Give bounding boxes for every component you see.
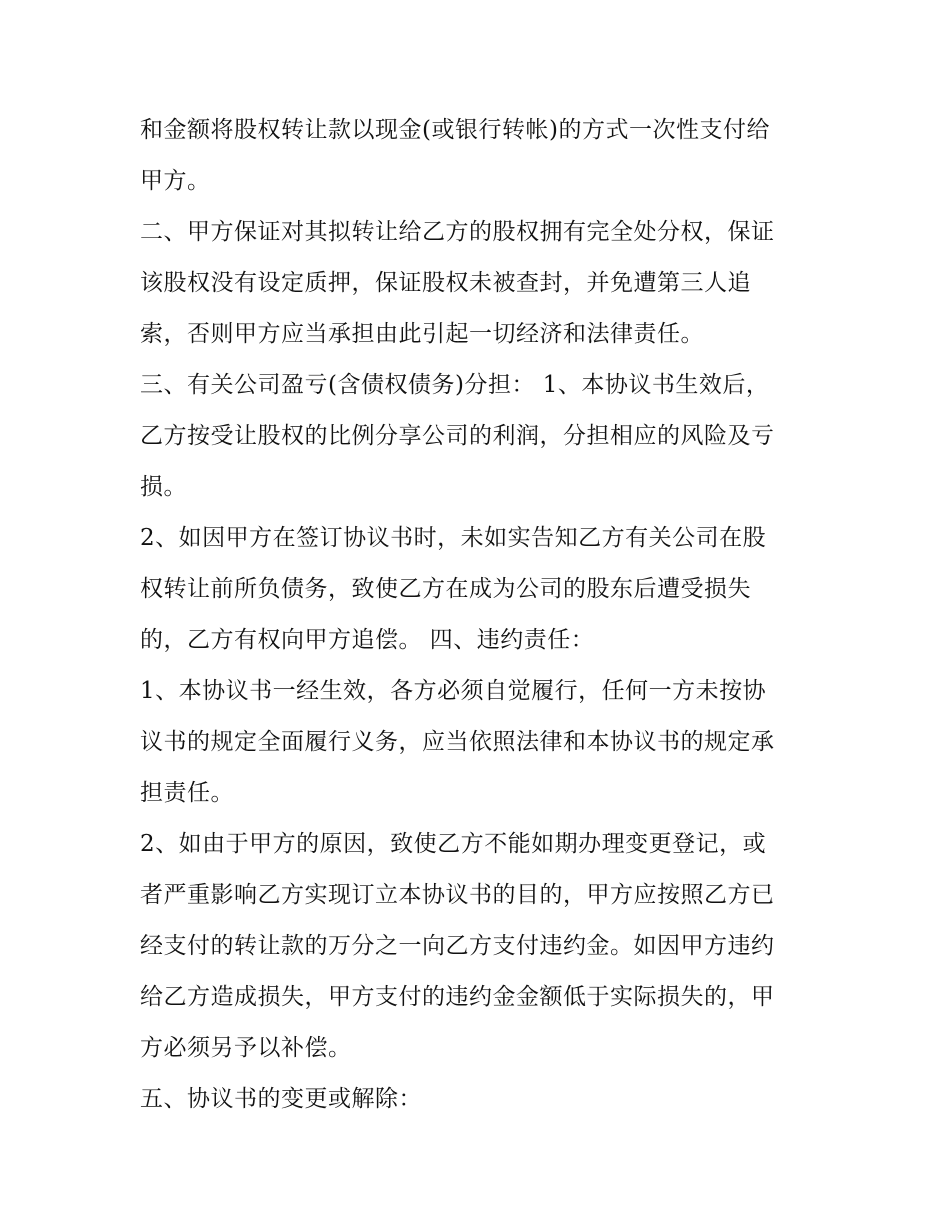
text-line: 方必须另予以补偿。 (140, 1035, 352, 1061)
text-line: 和金额将股权转让款以现金(或银行转帐)的方式一次性支付给 (140, 117, 770, 143)
text-line: 议书的规定全面履行义务，应当依照法律和本协议书的规定承 (140, 729, 775, 755)
text-line: 权转让前所负债务，致使乙方在成为公司的股东后遭受损失 (140, 576, 751, 602)
text-line: 担责任。 (140, 780, 234, 806)
text-line: 的，乙方有权向甲方追偿。 四、违约责任： (140, 627, 595, 653)
text-line: 损。 (140, 474, 187, 500)
text-line: 甲方。 (140, 168, 211, 194)
text-line: 2、如因甲方在签订协议书时，未如实告知乙方有关公司在股 (140, 525, 767, 551)
text-line: 五、协议书的变更或解除： (140, 1086, 422, 1112)
text-line: 2、如由于甲方的原因，致使乙方不能如期办理变更登记，或 (140, 831, 767, 857)
text-line: 二、甲方保证对其拟转让给乙方的股权拥有完全处分权，保证 (140, 219, 775, 245)
text-line: 该股权没有设定质押，保证股权未被查封，并免遭第三人追 (140, 270, 751, 296)
text-line: 索，否则甲方应当承担由此引起一切经济和法律责任。 (140, 321, 704, 347)
text-line: 者严重影响乙方实现订立本协议书的目的，甲方应按照乙方已 (140, 882, 775, 908)
text-line: 乙方按受让股权的比例分享公司的利润，分担相应的风险及亏 (140, 423, 775, 449)
text-line: 给乙方造成损失，甲方支付的违约金金额低于实际损失的，甲 (140, 984, 775, 1010)
text-line: 三、有关公司盈亏(含债权债务)分担： 1、本协议书生效后， (140, 372, 770, 398)
document-body (140, 105, 820, 1125)
text-line: 经支付的转让款的万分之一向乙方支付违约金。如因甲方违约 (140, 933, 775, 959)
text-line: 1、本协议书一经生效，各方必须自觉履行，任何一方未按协 (140, 678, 767, 704)
